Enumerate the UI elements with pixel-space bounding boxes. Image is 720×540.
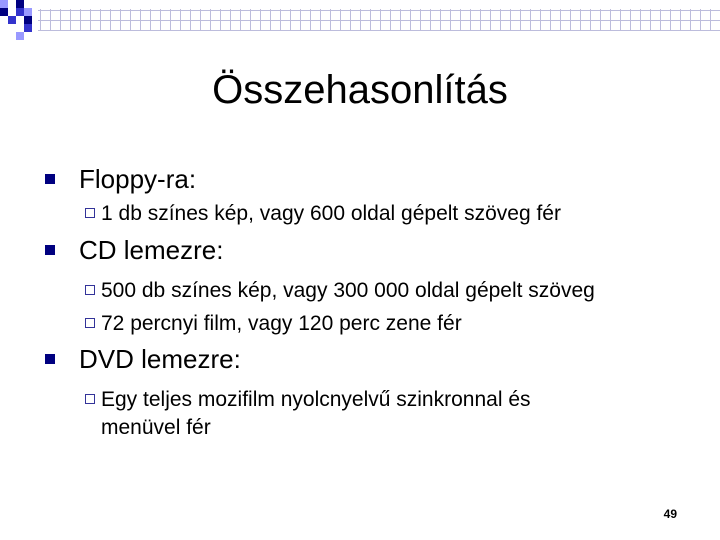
deco-square [8, 0, 16, 8]
bullet-label: CD lemezre: [79, 235, 224, 265]
sub-item-text: 1 db színes kép, vagy 600 oldal gépelt szöveg fér [101, 202, 561, 225]
page-number: 49 [663, 507, 677, 521]
checkbox-bullet-icon [85, 394, 95, 404]
checkbox-bullet-icon [85, 285, 95, 295]
sub-item [85, 386, 605, 442]
square-bullet-icon [45, 354, 55, 364]
bullet-label: Floppy-ra: [79, 164, 197, 194]
sub-item [85, 277, 595, 305]
header-grid-strip [38, 9, 720, 31]
sub-item [85, 310, 462, 338]
deco-square [24, 8, 32, 16]
bullet-label: DVD lemezre: [79, 344, 241, 374]
deco-square [16, 8, 24, 16]
header-decoration [0, 0, 720, 60]
deco-square [16, 16, 24, 24]
slide-title: Összehasonlítás [212, 68, 508, 112]
square-bullet-icon [45, 245, 55, 255]
deco-square [8, 8, 16, 16]
deco-square [8, 16, 16, 24]
deco-square [0, 8, 8, 16]
sub-item-text: 72 percnyi film, vagy 120 perc zene fér [101, 312, 462, 335]
deco-square [0, 0, 8, 8]
square-bullet-icon [45, 174, 55, 184]
deco-square [24, 16, 32, 24]
deco-square [16, 0, 24, 8]
sub-item [85, 200, 561, 228]
checkbox-bullet-icon [85, 318, 95, 328]
sub-item-text: Egy teljes mozifilm nyolcnyelvű szinkronnal és menüvel fér [101, 388, 531, 439]
deco-square [16, 32, 24, 40]
checkbox-bullet-icon [85, 208, 95, 218]
bullet-item-floppy [40, 162, 196, 196]
sub-item-text: 500 db színes kép, vagy 300 000 oldal gépelt szöveg [101, 279, 595, 302]
bullet-item-dvd [40, 342, 241, 376]
bullet-item-cd [40, 233, 223, 267]
deco-square [24, 24, 32, 32]
